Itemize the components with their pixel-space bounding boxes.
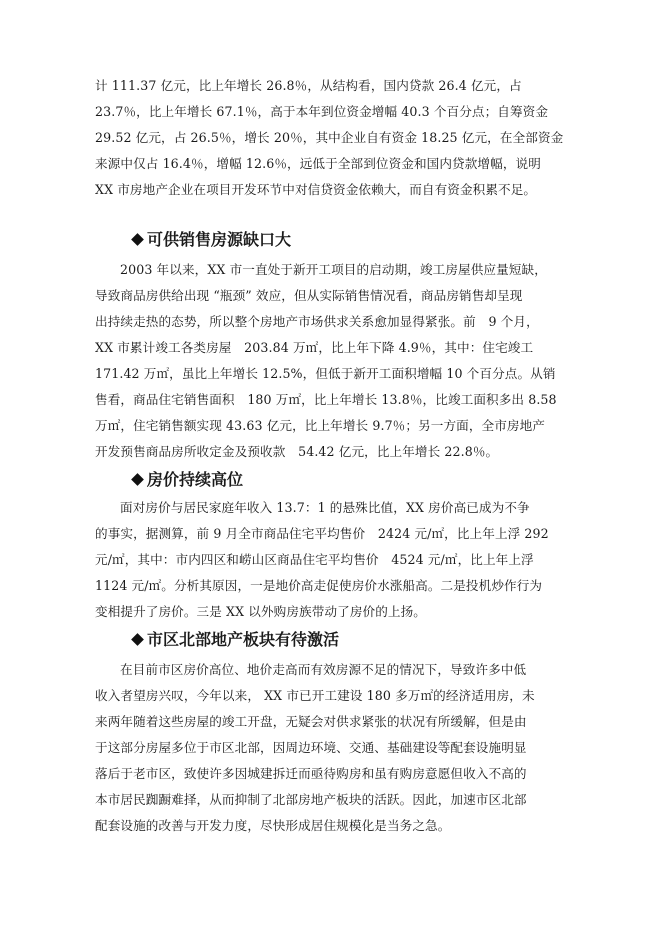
- paragraph-line: 售看，商品住宅销售面积 180 万㎡，比上年增长 13.8％，比竣工面积多出 8.58: [95, 392, 557, 407]
- paragraph-line: 在目前市区房价高位、地价走高而有效房源不足的情况下，导致许多中低: [120, 662, 527, 677]
- paragraph-line: 于这部分房屋多位于市区北部，因周边环境、交通、基础建设等配套设施明显: [95, 740, 527, 755]
- section-heading: [131, 630, 339, 650]
- paragraph-line: 来源中仅占 16.4％，增幅 12.6％，远低于全部到位资金和国内贷款增幅，说明: [95, 156, 541, 171]
- paragraph-line: 导致商品房供给出现 “瓶颈” 效应，但从实际销售情况看，商品房销售却呈现: [95, 288, 523, 303]
- paragraph-line: 计 111.37 亿元，比上年增长 26.8％，从结构看，国内贷款 26.4 亿元，占: [95, 78, 522, 93]
- paragraph-line: 23.7％，比上年增长 67.1％，高于本年到位资金增幅 40.3 个百分点；自筹资金: [95, 104, 549, 119]
- paragraph-line: 29.52 亿元，占 26.5％，增长 20％，其中企业自有资金 18.25 亿元，在全部资金: [95, 130, 564, 145]
- section-heading: [131, 230, 291, 250]
- section-heading: [131, 470, 243, 490]
- paragraph-line: 万㎡，住宅销售额实现 43.63 亿元，比上年增长 9.7％；另一方面，全市房地产: [95, 418, 546, 433]
- paragraph-line: XX 市累计竣工各类房屋 203.84 万㎡，比上年下降 4.9％，其中：住宅竣工: [95, 340, 534, 355]
- paragraph-line: 变相提升了房价。三是 XX 以外购房族带动了房价的上扬。: [95, 604, 426, 619]
- paragraph-line: 开发预售商品房所收定金及预收款 54.42 亿元，比上年增长 22.8％。: [95, 444, 499, 459]
- section-heading-text: 房价持续高位: [147, 470, 244, 489]
- paragraph-line: 元/㎡，其中：市内四区和崂山区商品住宅平均售价 4524 元/㎡，比上年上浮: [95, 552, 534, 567]
- paragraph-line: 配套设施的改善与开发力度，尽快形成居住规模化是当务之急。: [95, 818, 451, 833]
- paragraph-line: 来两年随着这些房屋的竣工开盘，无疑会对供求紧张的状况有所缓解，但是由: [95, 714, 527, 729]
- paragraph-line: 1124 元/㎡。分析其原因，一是地价高走促使房价水涨船高。二是投机炒作行为: [95, 578, 543, 593]
- paragraph-line: 的事实，据测算，前 9 月全市商品住宅平均售价 2424 元/㎡，比上年上浮 292: [95, 526, 549, 541]
- paragraph-line: 落后于老市区，致使许多因城建拆迁而亟待购房和虽有购房意愿但收入不高的: [95, 766, 527, 781]
- paragraph-line: 2003 年以来，XX 市一直处于新开工项目的启动期，竣工房屋供应量短缺，: [120, 262, 547, 277]
- paragraph-line: XX 市房地产企业在项目开发环节中对信贷资金依赖大，而自有资金积累不足。: [95, 182, 537, 197]
- paragraph-line: 出持续走热的态势，所以整个房地产市场供求关系愈加显得紧张。前 9 个月，: [95, 314, 539, 329]
- diamond-bullet-icon: [131, 473, 144, 486]
- diamond-bullet-icon: [131, 633, 144, 646]
- paragraph-line: 收入者望房兴叹，今年以来， XX 市已开工建设 180 多万㎡的经济适用房，未: [95, 688, 535, 703]
- diamond-bullet-icon: [131, 233, 144, 246]
- section-heading-text: 可供销售房源缺口大: [147, 230, 292, 249]
- paragraph-line: 171.42 万㎡，虽比上年增长 12.5%，但低于新开工面积增幅 10 个百分点。从销: [95, 366, 556, 381]
- paragraph-line: 本市居民踟蹰难择，从而抑制了北部房地产板块的活跃。因此，加速市区北部: [95, 792, 527, 807]
- paragraph-line: 面对房价与居民家庭年收入 13.7：1 的悬殊比值，XX 房价高已成为不争: [120, 500, 530, 515]
- section-heading-text: 市区北部地产板块有待激活: [147, 630, 340, 649]
